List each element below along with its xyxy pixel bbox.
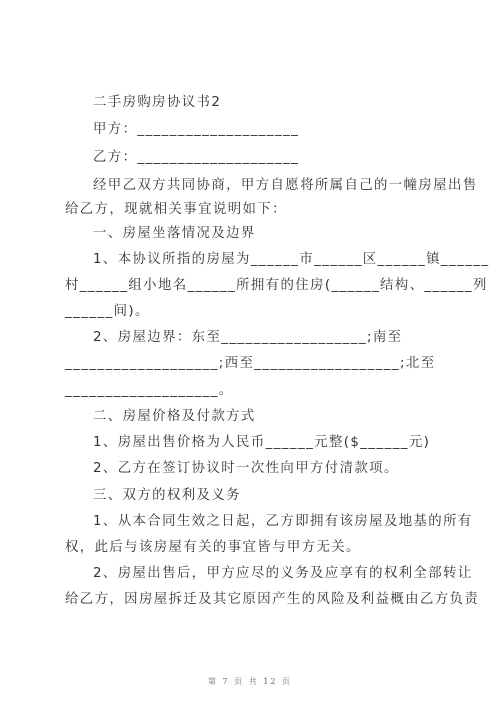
party-a-line: 甲方：____________________ — [93, 122, 300, 137]
clause-2-2: 2、乙方在签订协议时一次性向甲方付清款项。 — [93, 461, 399, 476]
clause-1-2-line-1: 2、房屋边界：东至__________________;南至 — [93, 330, 403, 345]
page-number-footer: 第 7 页 共 12 页 — [208, 677, 292, 686]
document-title: 二手房购房协议书2 — [93, 95, 222, 110]
clause-1-1-line-3: ______间)。 — [65, 304, 150, 319]
clause-3-1-line-2: 权，此后与该房屋有关的事宜皆与甲方无关。 — [65, 540, 361, 555]
clause-3-1-line-1: 1、从本合同生效之日起，乙方即拥有该房屋及地基的所有 — [93, 514, 473, 529]
party-b-line: 乙方：____________________ — [93, 150, 300, 165]
section-1-heading: 一、房屋坐落情况及边界 — [93, 226, 256, 241]
clause-3-2-line-2: 给乙方，因房屋拆迁及其它原因产生的风险及利益概由乙方负责 — [65, 592, 480, 607]
clause-1-2-line-2: ___________________;西至__________________;北至 — [65, 356, 436, 371]
intro-paragraph-line-1: 经甲乙双方共同协商，甲方自愿将所属自己的一幢房屋出售 — [93, 178, 478, 193]
intro-paragraph-line-2: 给乙方，现就相关事宜说明如下： — [65, 202, 287, 217]
clause-3-2-line-1: 2、房屋出售后，甲方应尽的义务及应享有的权利全部转让 — [93, 566, 473, 581]
clause-1-1-line-2: 村______组小地名______所拥有的住房(______结构、______列 — [65, 278, 488, 293]
clause-1-2-line-3: ___________________。 — [65, 383, 234, 398]
clause-2-1: 1、房屋出售价格为人民币______元整($______元) — [93, 435, 431, 450]
section-3-heading: 三、双方的权利及义务 — [93, 488, 241, 503]
clause-1-1-line-1: 1、本协议所指的房屋为______市______区______镇______ — [93, 252, 490, 267]
section-2-heading: 二、房屋价格及付款方式 — [93, 409, 256, 424]
